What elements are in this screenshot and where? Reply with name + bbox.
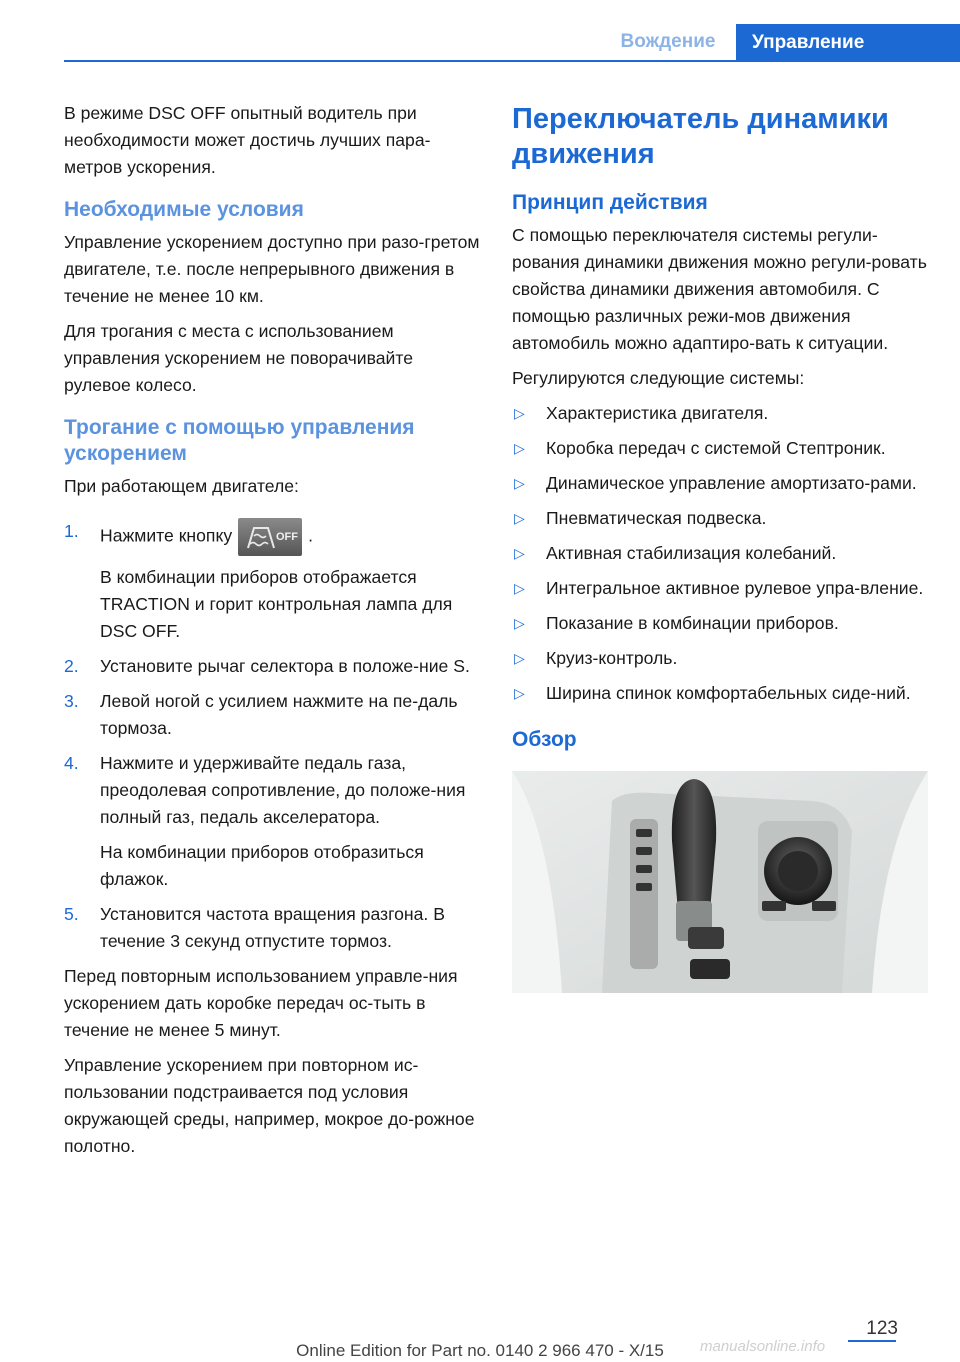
step-text: Нажмите и удерживайте педаль газа, преодолевая сопротивление, до положе-ния полный газ, педаль акселератора.: [100, 753, 466, 827]
list-item: [512, 540, 928, 567]
step-number: 3.: [64, 691, 79, 711]
triangle-bullet-icon: ▷: [514, 685, 525, 701]
system-item-text: Интегральное активное рулевое упра-вление.: [546, 578, 924, 598]
system-item-text: Пневматическая подвеска.: [546, 508, 767, 528]
triangle-bullet-icon: ▷: [514, 405, 525, 421]
step-continuation: В комбинации приборов отображается TRACTION и горит контрольная лампа для DSC OFF.: [100, 567, 453, 641]
paragraph-systems-intro: Регулируются следующие системы:: [512, 368, 805, 388]
paragraph-conditions-2: Для трогания с места с использованием управления ускорением не поворачивайте рулевое колесо.: [64, 321, 414, 395]
footer-rule: [848, 1340, 896, 1342]
system-item-text: Динамическое управление амортизато-рами.: [546, 473, 917, 493]
section-title: Переключатель динамики движения: [512, 103, 889, 170]
dsc-off-button-icon: [238, 518, 302, 556]
list-item: [64, 653, 480, 680]
list-item: [64, 750, 480, 893]
list-item: [512, 505, 928, 532]
triangle-bullet-icon: ▷: [514, 650, 525, 666]
watermark: manualsonline.info: [700, 1338, 826, 1355]
step-text: Установится частота вращения разгона. В течение 3 секунд отпустите тормоз.: [100, 904, 445, 951]
right-column: [512, 100, 928, 993]
heading-conditions: Необходимые условия: [64, 198, 304, 221]
heading-overview: Обзор: [512, 728, 577, 751]
edition-footer: Online Edition for Part no. 0140 2 966 470 - X/15: [296, 1341, 664, 1360]
heading-launch: Трогание с помощью управления ускорением: [64, 416, 415, 465]
dsc-icon-label: OFF: [276, 531, 299, 543]
triangle-bullet-icon: ▷: [514, 510, 525, 526]
heading-principle: Принцип действия: [512, 191, 708, 214]
triangle-bullet-icon: ▷: [514, 580, 525, 596]
triangle-bullet-icon: ▷: [514, 545, 525, 561]
step-text-end: .: [308, 525, 314, 546]
tab-controls[interactable]: Управление: [736, 24, 960, 62]
paragraph-cooldown: Перед повторным использованием управле-ния ускорением дать коробке передач ос-тыть в течение не менее 5 минут.: [64, 966, 458, 1040]
list-item: [64, 518, 480, 645]
triangle-bullet-icon: ▷: [514, 475, 525, 491]
paragraph-conditions-1: Управление ускорением доступно при разо-гретом двигателе, т.е. после непрерывного движения в течение не менее 10 км.: [64, 232, 480, 306]
tab-driving[interactable]: Вождение: [620, 31, 716, 52]
header-rule: [64, 60, 960, 62]
step-text: Нажмите кнопку: [100, 525, 233, 546]
page-header: [0, 0, 960, 62]
list-item: [512, 400, 928, 427]
system-item-text: Активная стабилизация колебаний.: [546, 543, 837, 563]
list-item: [512, 680, 928, 707]
step-number: 2.: [64, 656, 79, 676]
system-item-text: Показание в комбинации приборов.: [546, 613, 839, 633]
triangle-bullet-icon: ▷: [514, 440, 525, 456]
list-item: [512, 575, 928, 602]
step-number: 1.: [64, 521, 79, 541]
system-item-text: Круиз-контроль.: [546, 648, 678, 668]
list-item: [512, 435, 928, 462]
system-item-text: Коробка передач с системой Стептроник.: [546, 438, 886, 458]
list-item: [512, 645, 928, 672]
paragraph-engine-running: При работающем двигателе:: [64, 476, 299, 496]
paragraph-principle: С помощью переключателя системы регули-рования динамики движения можно регули-ровать свойства динамики движения автомобиля. С помощью различных режи-мов движения автомобиль можно адаптиро-вать к ситуации.: [512, 225, 927, 353]
launch-steps: [64, 518, 480, 955]
triangle-bullet-icon: ▷: [514, 615, 525, 631]
list-item: [64, 688, 480, 742]
list-item: [512, 610, 928, 637]
step-text: Левой ногой с усилием нажмите на пе-даль тормоза.: [100, 691, 458, 738]
paragraph-dsc-off: В режиме DSC OFF опытный водитель при необходимости может достичь лучших пара-метров ускорения.: [64, 103, 431, 177]
list-item: [512, 470, 928, 497]
systems-list: [512, 400, 928, 707]
page-number: 123: [866, 1318, 898, 1339]
step-text: Установите рычаг селектора в положе-ние S.: [100, 656, 470, 676]
system-item-text: Ширина спинок комфортабельных сиде-ний.: [546, 683, 911, 703]
step-number: 5.: [64, 904, 79, 924]
step-continuation: На комбинации приборов отобразиться флажок.: [100, 842, 424, 889]
left-column: [64, 100, 480, 1168]
center-console-illustration: [512, 771, 928, 993]
list-item: [64, 901, 480, 955]
center-console-photo: [512, 771, 928, 993]
step-number: 4.: [64, 753, 79, 773]
system-item-text: Характеристика двигателя.: [546, 403, 769, 423]
paragraph-adapt: Управление ускорением при повторном ис-пользовании подстраивается под условия окружающей среды, например, мокрое до-рожное полотно.: [64, 1055, 475, 1156]
